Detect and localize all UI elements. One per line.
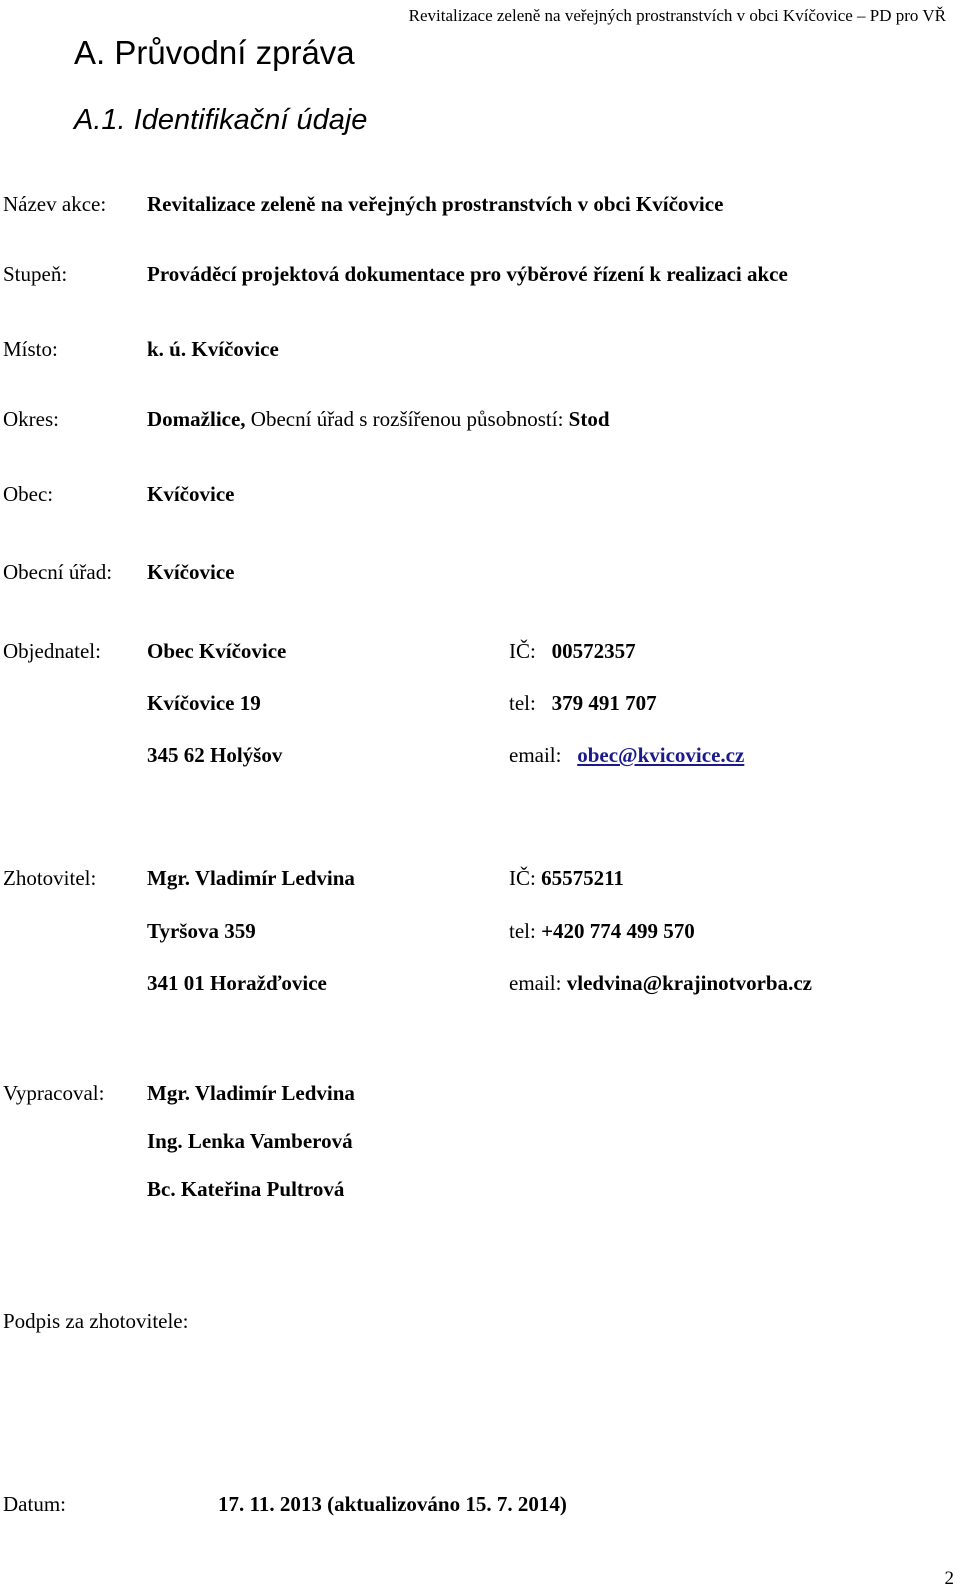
- value-nazev-akce: Revitalizace zeleně na veřejných prostranstvích v obci Kvíčovice: [147, 192, 724, 216]
- label-zhotovitel: Zhotovitel:: [3, 866, 97, 890]
- objednatel-ic: [509, 639, 636, 664]
- vypracoval-person: Ing. Lenka Vamberová: [147, 1129, 353, 1153]
- okres-name: Domažlice,: [147, 407, 246, 431]
- label-datum: Datum:: [3, 1492, 66, 1516]
- label-vypracoval: Vypracoval:: [3, 1081, 105, 1105]
- value-datum: 17. 11. 2013 (aktualizováno 15. 7. 2014): [218, 1492, 567, 1516]
- okres-orp-value: Stod: [568, 407, 610, 431]
- objednatel-email-link[interactable]: obec@kvicovice.cz: [577, 743, 745, 767]
- zhotovitel-ic: [509, 866, 624, 891]
- label-nazev-akce: Název akce:: [3, 192, 107, 216]
- label-podpis: Podpis za zhotovitele:: [3, 1309, 189, 1333]
- objednatel-email: [509, 743, 744, 768]
- label-misto: Místo:: [3, 337, 58, 361]
- zhotovitel-tel-label: tel:: [509, 919, 536, 943]
- section-title: A. Průvodní zpráva: [74, 34, 355, 71]
- zhotovitel-city: 341 01 Horažďovice: [147, 971, 327, 995]
- objednatel-street: Kvíčovice 19: [147, 691, 261, 715]
- zhotovitel-email-value: vledvina@krajinotvorba.cz: [566, 971, 813, 995]
- label-stupen: Stupeň:: [3, 262, 68, 286]
- zhotovitel-email: [509, 971, 812, 996]
- vypracoval-person: Mgr. Vladimír Ledvina: [147, 1081, 355, 1105]
- label-objednatel: Objednatel:: [3, 639, 101, 663]
- value-obec: Kvíčovice: [147, 482, 235, 506]
- value-obecni-urad: Kvíčovice: [147, 560, 235, 584]
- vypracoval-person: Bc. Kateřina Pultrová: [147, 1177, 345, 1201]
- objednatel-ic-value: 00572357: [551, 639, 636, 663]
- zhotovitel-ic-value: 65575211: [541, 866, 624, 890]
- label-obec: Obec:: [3, 482, 54, 506]
- label-obecni-urad: Obecní úřad:: [3, 560, 113, 584]
- objednatel-tel-label: tel:: [509, 691, 536, 715]
- zhotovitel-tel-value: +420 774 499 570: [541, 919, 695, 943]
- label-okres: Okres:: [3, 407, 59, 431]
- okres-orp-label: Obecní úřad s rozšířenou působností:: [245, 407, 569, 431]
- subsection-title: A.1. Identifikační údaje: [74, 104, 368, 136]
- objednatel-email-label: email:: [509, 743, 562, 767]
- objednatel-tel: [509, 691, 657, 716]
- zhotovitel-email-label: email:: [509, 971, 562, 995]
- objednatel-city: 345 62 Holýšov: [147, 743, 283, 767]
- zhotovitel-name: Mgr. Vladimír Ledvina: [147, 866, 355, 890]
- objednatel-ic-label: IČ:: [509, 639, 536, 663]
- page-number: 2: [944, 1568, 954, 1589]
- zhotovitel-street: Tyršova 359: [147, 919, 256, 943]
- objednatel-tel-value: 379 491 707: [551, 691, 657, 715]
- value-stupen: Prováděcí projektová dokumentace pro výběrové řízení k realizaci akce: [147, 262, 788, 286]
- objednatel-name: Obec Kvíčovice: [147, 639, 287, 663]
- value-okres: [147, 407, 610, 432]
- value-misto: k. ú. Kvíčovice: [147, 337, 279, 361]
- zhotovitel-tel: [509, 919, 695, 944]
- running-header: Revitalizace zeleně na veřejných prostranstvích v obci Kvíčovice – PD pro VŘ: [408, 6, 946, 25]
- zhotovitel-ic-label: IČ:: [509, 866, 536, 890]
